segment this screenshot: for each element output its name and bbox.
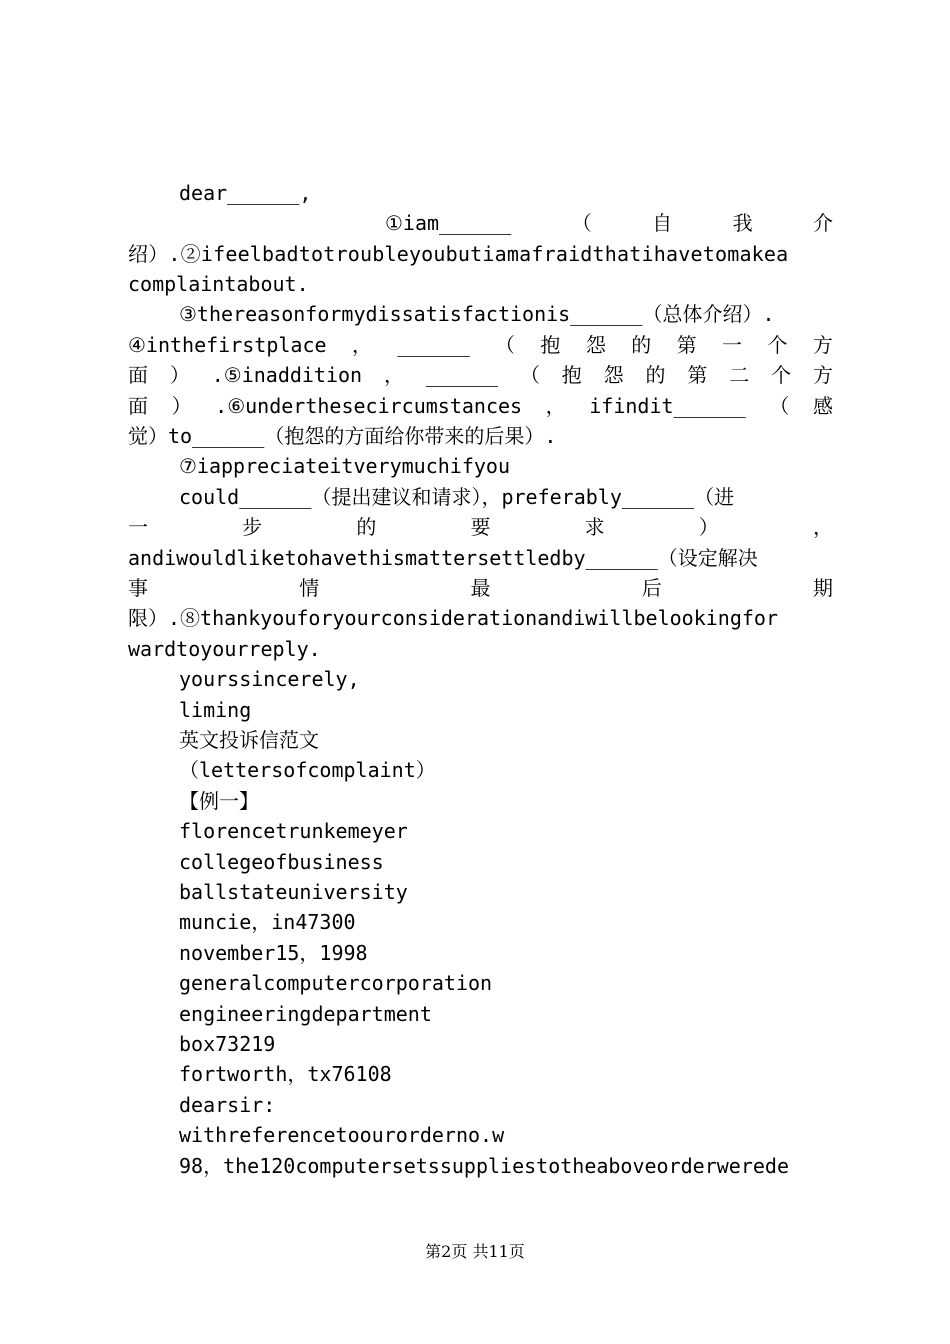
- text-line: 98，the120computersetssuppliestotheaboveorderwerede: [179, 1154, 790, 1178]
- text-segment: ______: [397, 333, 470, 357]
- text-segment: .⑥underthesecircumstances: [215, 394, 523, 418]
- text-segment: 要: [470, 515, 491, 539]
- text-line: withreferencetoourorderno.w: [179, 1123, 505, 1147]
- text-segment: 最: [470, 576, 491, 600]
- text-segment: 面: [128, 394, 148, 418]
- text-segment: 我: [732, 211, 753, 235]
- text-line: wardtoyourreply.: [128, 637, 321, 661]
- text-segment: （: [769, 394, 790, 418]
- text-segment: （: [495, 333, 516, 357]
- text-segment: ______: [425, 363, 499, 387]
- text-segment: ）: [169, 363, 190, 387]
- text-segment: 的: [645, 363, 666, 387]
- text-segment: 一: [128, 515, 148, 539]
- text-line-justified: [128, 512, 833, 542]
- text-segment: （: [519, 363, 540, 387]
- page-number-footer: 第2页 共11页: [425, 1242, 525, 1261]
- text-line: yourssincerely,: [179, 667, 360, 691]
- text-line: dear______,: [179, 181, 312, 205]
- text-segment: 二: [729, 363, 750, 387]
- text-line: ③thereasonformydissatisfactionis______（总体介绍）.: [179, 302, 775, 326]
- text-segment: 第: [676, 333, 697, 357]
- text-segment: 介: [813, 211, 833, 235]
- text-segment: ，: [812, 515, 833, 539]
- text-line-justified: [128, 330, 833, 360]
- text-segment: 怨: [603, 363, 624, 387]
- text-line: andiwouldliketohavethismattersettledby______（设定解决: [128, 546, 758, 570]
- text-segment: 面: [128, 363, 148, 387]
- text-segment: ①iam______: [385, 211, 512, 235]
- text-line: engineeringdepartment: [179, 1002, 432, 1026]
- text-line: fortworth，tx76108: [179, 1062, 392, 1086]
- text-segment: .⑤inaddition: [211, 363, 363, 387]
- text-segment: 的: [631, 333, 652, 357]
- text-segment: 后: [641, 576, 662, 600]
- text-line: 【例一】: [179, 789, 259, 813]
- text-segment: 抱: [561, 363, 582, 387]
- text-line: november15，1998: [179, 941, 368, 965]
- text-segment: ，: [383, 363, 404, 387]
- text-segment: 自: [652, 211, 673, 235]
- text-line: liming: [179, 698, 252, 722]
- text-segment: 一: [722, 333, 743, 357]
- text-line: collegeofbusiness: [179, 850, 384, 874]
- text-line: could______（提出建议和请求），preferably______（进: [179, 485, 735, 509]
- text-segment: 第: [687, 363, 708, 387]
- text-segment: 期: [813, 576, 833, 600]
- text-line: 英文投诉信范文: [179, 728, 319, 752]
- text-segment: 抱: [540, 333, 561, 357]
- text-line-justified: [385, 208, 833, 238]
- text-segment: 事: [128, 576, 148, 600]
- text-line: dearsir:: [179, 1093, 276, 1117]
- text-line-justified: [128, 360, 833, 390]
- text-line: 绍）.②ifeelbadtotroubleyoubutiamafraidthatihavetomakea: [128, 242, 789, 266]
- text-line: 限）.⑧thankyouforyourconsiderationandiwillbelookingfor: [128, 606, 779, 630]
- text-segment: 个: [771, 363, 792, 387]
- text-line: ⑦iappreciateitverymuchifyou: [179, 454, 510, 478]
- text-segment: 方: [812, 363, 833, 387]
- text-segment: 求: [584, 515, 605, 539]
- text-segment: ，: [351, 333, 372, 357]
- text-line: florencetrunkemeyer: [179, 819, 408, 843]
- text-segment: ，: [545, 394, 566, 418]
- text-line: 觉）to______（抱怨的方面给你带来的后果）.: [128, 424, 557, 448]
- text-line: complaintabout.: [128, 272, 309, 296]
- text-segment: 感: [812, 394, 833, 418]
- text-segment: ）: [171, 394, 192, 418]
- text-line-justified: [128, 573, 833, 603]
- text-line: ballstateuniversity: [179, 880, 408, 904]
- text-segment: 方: [812, 333, 833, 357]
- text-line: （lettersofcomplaint）: [179, 758, 436, 782]
- text-segment: 怨: [585, 333, 606, 357]
- text-line: generalcomputercorporation: [179, 971, 493, 995]
- text-segment: （: [571, 211, 592, 235]
- text-segment: 个: [767, 333, 788, 357]
- text-segment: 情: [299, 576, 320, 600]
- text-segment: 的: [356, 515, 377, 539]
- text-segment: ifindit______: [589, 394, 746, 418]
- text-segment: ）: [698, 515, 719, 539]
- text-line: box73219: [179, 1032, 276, 1056]
- text-segment: ④inthefirstplace: [128, 333, 327, 357]
- text-line-justified: [128, 391, 833, 421]
- text-line: muncie，in47300: [179, 910, 356, 934]
- text-segment: 步: [242, 515, 263, 539]
